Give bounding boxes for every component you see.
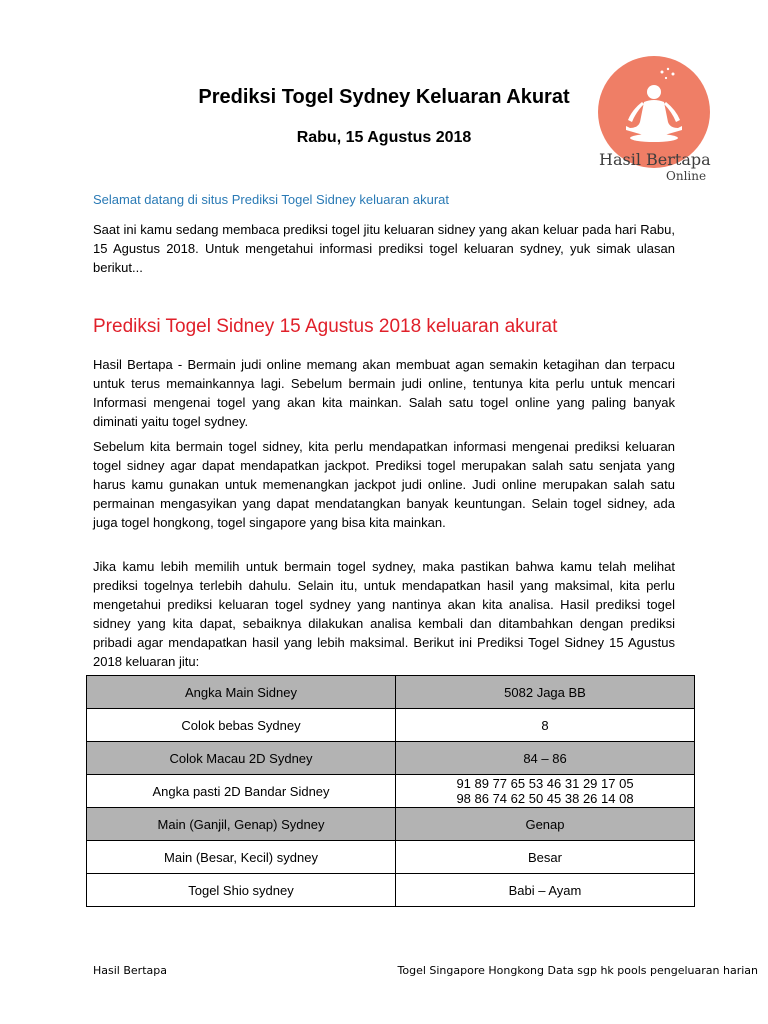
logo-brand-text: Hasil Bertapa: [599, 150, 711, 169]
table-cell-label: Colok Macau 2D Sydney: [87, 742, 396, 775]
table-cell-value: [396, 775, 695, 808]
table-value-line: 91 89 77 65 53 46 31 29 17 05: [456, 776, 634, 791]
table-row: [87, 808, 695, 841]
table-row: [87, 676, 695, 709]
body-paragraph-2: Sebelum kita bermain togel sidney, kita perlu mendapatkan informasi mengenai prediksi keluaran togel sidney agar dapat mendapatkan jackpot. Prediksi togel merupakan salah satu senjata yang harus kamu gunakan untuk memenangkan jackpot judi online. Judi online merupakan salah satu permainan mengasyikan yang dapat mendatangkan banyak keuntungan. Selain togel sidney, ada juga togel hongkong, togel singapore yang bisa kita mainkan.: [93, 439, 675, 530]
table-cell-value: 8: [396, 709, 695, 742]
table-row: [87, 709, 695, 742]
table-cell-label: Togel Shio sydney: [87, 874, 396, 907]
body-paragraph-1: Hasil Bertapa - Bermain judi online memang akan membuat agan semakin ketagihan dan terpacu untuk terus memainkannya lagi. Sebelum bermain judi online, tentunya kita perlu untuk mencari Informasi mengenai togel yang akan kita mainkan. Salah satu togel online yang paling banyak diminati yaitu togel sydney.: [93, 357, 675, 429]
table-row: [87, 874, 695, 907]
table-cell-label: Main (Ganjil, Genap) Sydney: [87, 808, 396, 841]
table-cell-label: Angka pasti 2D Bandar Sidney: [87, 775, 396, 808]
page-title: Prediksi Togel Sydney Keluaran Akurat: [198, 86, 570, 108]
welcome-text: Selamat datang di situs Prediksi Togel Sidney keluaran akurat: [93, 192, 450, 207]
footer-left: Hasil Bertapa: [93, 964, 167, 977]
table-value-line: 98 86 74 62 50 45 38 26 14 08: [456, 791, 634, 806]
table-row: [87, 841, 695, 874]
table-cell-value: Besar: [396, 841, 695, 874]
page-date: Rabu, 15 Agustus 2018: [296, 129, 472, 146]
table-cell-value: 5082 Jaga BB: [396, 676, 695, 709]
logo-sub-text: Online: [666, 169, 707, 183]
table-row: [87, 742, 695, 775]
table-row: [87, 775, 695, 808]
footer-right: Togel Singapore Hongkong Data sgp hk pools pengeluaran harian: [397, 964, 758, 977]
section-heading: Prediksi Togel Sidney 15 Agustus 2018 keluaran akurat: [93, 316, 558, 337]
table-cell-label: Angka Main Sidney: [87, 676, 396, 709]
table-cell-label: Colok bebas Sydney: [87, 709, 396, 742]
table-cell-value: 84 – 86: [396, 742, 695, 775]
intro-paragraph: Saat ini kamu sedang membaca prediksi togel jitu keluaran sidney yang akan keluar pada hari Rabu, 15 Agustus 2018. Untuk mengetahui informasi prediksi togel keluaran sydney, yuk simak ulasan berikut...: [93, 222, 675, 275]
table-cell-label: Main (Besar, Kecil) sydney: [87, 841, 396, 874]
prediction-table: [86, 675, 695, 907]
body-paragraph-3: Jika kamu lebih memilih untuk bermain togel sydney, maka pastikan bahwa kamu telah melihat prediksi togelnya terlebih dahulu. Selain itu, untuk mendapatkan hasil yang maksimal, kita perlu mengetahui prediksi keluaran togel sydney yang nantinya akan kita analisa. Hasil prediksi togel sidney yang kita dapat, sebaiknya dilakukan analisa kembali dan ditambahkan dengan prediksi pribadi agar mendapatkan hasil yang lebih maksimal. Berikut ini Prediksi Togel Sidney 15 Agustus 2018 keluaran jitu:: [93, 559, 675, 669]
table-cell-value: Genap: [396, 808, 695, 841]
table-cell-value: Babi – Ayam: [396, 874, 695, 907]
